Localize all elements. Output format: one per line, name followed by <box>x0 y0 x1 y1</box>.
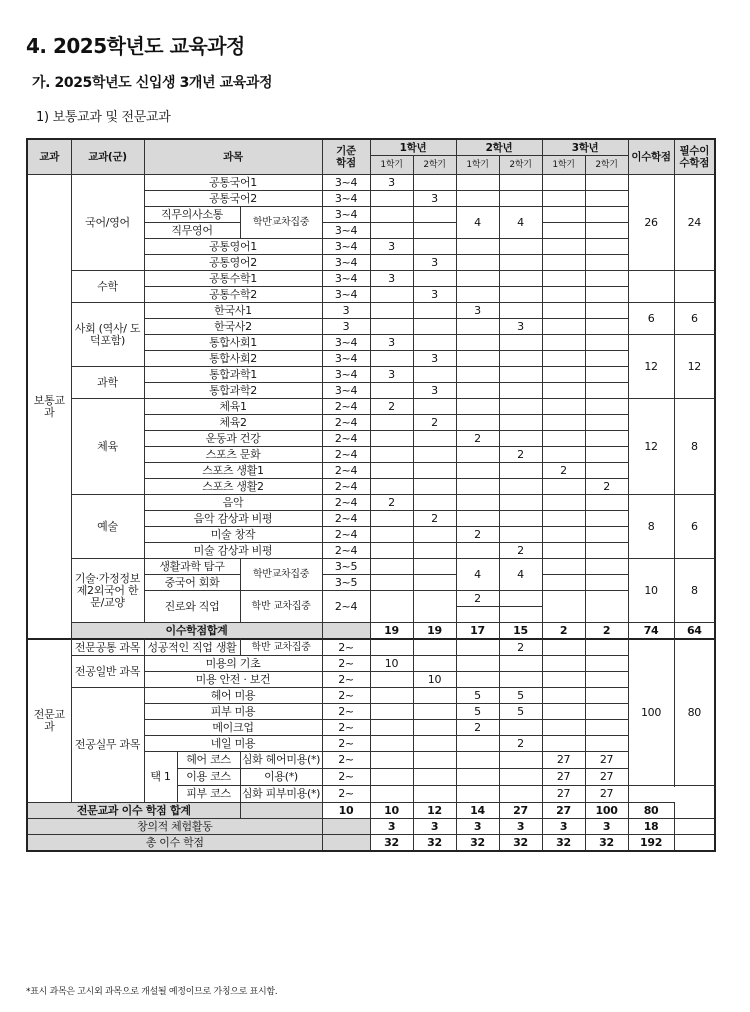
subject-cell: 음악 감상과 비평 <box>144 511 322 527</box>
subject-cell: 공통수학1 <box>144 271 322 287</box>
header-group: 교과(군) <box>71 139 144 175</box>
subject-cell: 공통수학2 <box>144 287 322 303</box>
cluster-note: 학반 교차집중 <box>240 591 322 623</box>
section-heading: 1) 보통교과 및 전문교과 <box>36 110 171 125</box>
base-cell: 2~ <box>322 672 370 688</box>
subject-cell: 심화 피부미용(*) <box>240 786 322 803</box>
required-total: 24 <box>674 175 715 271</box>
value-cell: 5 <box>456 688 499 704</box>
subject-cell: 네일 미용 <box>144 736 322 752</box>
sum-cell: 27 <box>542 803 585 819</box>
value-cell: 2 <box>585 479 628 495</box>
group-general: 전공일반 과목 <box>71 656 144 688</box>
credit-total: 8 <box>628 495 674 559</box>
subject-cell: 미술 감상과 비평 <box>144 543 322 559</box>
subject-cell: 스포츠 생활1 <box>144 463 322 479</box>
header-semester: 1학기 <box>456 156 499 175</box>
subject-cell: 체육2 <box>144 415 322 431</box>
table-row <box>27 175 715 191</box>
header-subject: 과목 <box>144 139 322 175</box>
course-cell: 헤어 코스 <box>177 752 240 769</box>
base-cell: 3~4 <box>322 351 370 367</box>
curriculum-table <box>26 138 716 852</box>
credit-total: 12 <box>628 335 674 399</box>
group-practice: 전공실무 과목 <box>71 688 144 803</box>
base-cell: 2~4 <box>322 543 370 559</box>
group-science: 과학 <box>71 367 144 399</box>
section-subtitle: 가. 2025학년도 신입생 3개년 교육과정 <box>32 75 273 91</box>
base-cell: 2~4 <box>322 527 370 543</box>
table-row <box>27 495 715 511</box>
sum-cell: 18 <box>628 819 674 835</box>
value-cell: 2 <box>370 399 413 415</box>
value-cell: 2 <box>413 511 456 527</box>
value-cell: 27 <box>542 786 585 803</box>
value-cell: 3 <box>370 239 413 255</box>
base-cell: 3~4 <box>322 239 370 255</box>
value-cell: 3 <box>413 191 456 207</box>
header-credits: 이수학점 <box>628 139 674 175</box>
base-cell: 2~ <box>322 769 370 786</box>
value-cell: 2 <box>499 543 542 559</box>
base-cell: 3~4 <box>322 175 370 191</box>
base-cell: 3~4 <box>322 255 370 271</box>
value-cell: 2 <box>499 736 542 752</box>
total-row <box>27 835 715 852</box>
base-cell: 2~4 <box>322 415 370 431</box>
group-tech: 기술·가정정보 제2외국어 한문/교양 <box>71 559 144 623</box>
course-cell: 피부 코스 <box>177 786 240 803</box>
credit-total: 26 <box>628 175 674 271</box>
header-semester: 2학기 <box>585 156 628 175</box>
base-cell: 2~4 <box>322 479 370 495</box>
value-cell: 5 <box>499 704 542 720</box>
header-year1: 1학년 <box>370 139 456 156</box>
header-semester: 2학기 <box>413 156 456 175</box>
base-cell: 2~ <box>322 688 370 704</box>
total-label: 총 이수 학점 <box>27 835 322 852</box>
sum-cell: 3 <box>499 819 542 835</box>
group-arts: 예술 <box>71 495 144 559</box>
value-cell: 5 <box>499 688 542 704</box>
sum-cell: 2 <box>585 623 628 640</box>
subject-cell: 미용의 기초 <box>144 656 322 672</box>
value-cell: 27 <box>585 769 628 786</box>
area-special: 전문교과 <box>27 639 71 803</box>
sum-cell: 17 <box>456 623 499 640</box>
header-base-credits: 기준 학점 <box>322 139 370 175</box>
value-cell: 27 <box>585 752 628 769</box>
group-math: 수학 <box>71 271 144 303</box>
sum-cell: 10 <box>370 803 413 819</box>
area-general: 보통교과 <box>27 175 71 640</box>
subject-cell: 스포츠 문화 <box>144 447 322 463</box>
sum-cell: 74 <box>628 623 674 640</box>
base-cell: 2~ <box>322 786 370 803</box>
subject-cell: 피부 미용 <box>144 704 322 720</box>
header-semester: 1학기 <box>370 156 413 175</box>
value-cell: 4 <box>499 559 542 591</box>
base-cell: 3~4 <box>322 335 370 351</box>
footnote: *표시 과목은 고시외 과목으로 개설될 예정이므로 가칭으로 표시함. <box>26 987 278 997</box>
required-total: 12 <box>674 335 715 399</box>
subject-cell: 성공적인 직업 생활 <box>144 639 240 656</box>
value-cell: 27 <box>585 786 628 803</box>
subject-cell: 통합과학2 <box>144 383 322 399</box>
value-cell: 3 <box>456 303 499 319</box>
sum-cell: 32 <box>413 835 456 852</box>
value-cell: 27 <box>542 769 585 786</box>
sum-cell: 10 <box>322 803 370 819</box>
subject-cell: 통합과학1 <box>144 367 322 383</box>
subject-cell: 공통영어2 <box>144 255 322 271</box>
value-cell: 2 <box>413 415 456 431</box>
page-title: 4. 2025학년도 교육과정 <box>26 34 245 58</box>
sum-cell: 32 <box>456 835 499 852</box>
header-semester: 2학기 <box>499 156 542 175</box>
group-social: 사회 (역사/ 도덕포함) <box>71 303 144 367</box>
cluster-note: 학반교차집중 <box>240 207 322 239</box>
base-cell: 3~5 <box>322 575 370 591</box>
sum-cell: 3 <box>456 819 499 835</box>
header-year2: 2학년 <box>456 139 542 156</box>
base-cell: 2~ <box>322 639 370 656</box>
sum-cell: 15 <box>499 623 542 640</box>
required-total: 6 <box>674 303 715 335</box>
base-cell: 2~4 <box>322 447 370 463</box>
value-cell: 3 <box>413 351 456 367</box>
sum-label: 전문교과 이수 학점 합계 <box>27 803 240 819</box>
subject-cell: 직무의사소통 <box>144 207 240 223</box>
value-cell: 3 <box>413 255 456 271</box>
value-cell: 4 <box>456 559 499 591</box>
header-year3: 3학년 <box>542 139 628 156</box>
value-cell: 3 <box>370 271 413 287</box>
base-cell: 3~4 <box>322 191 370 207</box>
group-korean-english: 국어/영어 <box>71 175 144 271</box>
value-cell: 3 <box>499 319 542 335</box>
header-required: 필수이수학점 <box>674 139 715 175</box>
general-sum-row <box>27 623 715 640</box>
subject-cell: 공통국어2 <box>144 191 322 207</box>
base-cell: 2~ <box>322 736 370 752</box>
table-row <box>27 559 715 575</box>
credit-total: 100 <box>628 639 674 786</box>
base-cell: 2~4 <box>322 511 370 527</box>
required-total: 80 <box>674 639 715 786</box>
sum-cell: 19 <box>413 623 456 640</box>
subject-cell: 공통영어1 <box>144 239 322 255</box>
sum-cell: 32 <box>370 835 413 852</box>
value-cell: 3 <box>413 287 456 303</box>
required-total: 8 <box>674 559 715 623</box>
base-cell: 3~4 <box>322 271 370 287</box>
subject-cell: 스포츠 생활2 <box>144 479 322 495</box>
value-cell: 3 <box>370 335 413 351</box>
subject-cell: 한국사2 <box>144 319 322 335</box>
value-cell: 5 <box>456 704 499 720</box>
subject-cell: 직무영어 <box>144 223 240 239</box>
value-cell: 2 <box>456 527 499 543</box>
sum-cell: 32 <box>542 835 585 852</box>
subject-cell: 한국사1 <box>144 303 322 319</box>
sum-cell: 12 <box>413 803 456 819</box>
value-cell: 2 <box>499 447 542 463</box>
subject-cell: 체육1 <box>144 399 322 415</box>
header-area: 교과 <box>27 139 71 175</box>
sum-cell: 27 <box>499 803 542 819</box>
subject-cell: 생활과학 탐구 <box>144 559 240 575</box>
subject-cell: 통합사회2 <box>144 351 322 367</box>
sum-cell: 3 <box>585 819 628 835</box>
group-common: 전문공통 과목 <box>71 639 144 656</box>
subject-cell: 중국어 회화 <box>144 575 240 591</box>
value-cell: 3 <box>370 367 413 383</box>
sum-cell: 64 <box>674 623 715 640</box>
value-cell: 3 <box>413 383 456 399</box>
sum-cell: 32 <box>585 835 628 852</box>
value-cell: 2 <box>456 591 499 607</box>
value-cell: 10 <box>370 656 413 672</box>
table-row <box>27 399 715 415</box>
base-cell: 3~4 <box>322 383 370 399</box>
base-cell: 3~4 <box>322 287 370 303</box>
choice-label: 택 1 <box>144 752 177 803</box>
value-cell: 4 <box>456 207 499 239</box>
table-row <box>27 367 715 383</box>
table-row <box>27 271 715 287</box>
subject-cell: 음악 <box>144 495 322 511</box>
base-cell: 3~4 <box>322 367 370 383</box>
value-cell: 4 <box>499 207 542 239</box>
header-semester: 1학기 <box>542 156 585 175</box>
value-cell: 2 <box>456 431 499 447</box>
sum-cell: 14 <box>456 803 499 819</box>
creative-row <box>27 819 715 835</box>
subject-cell: 통합사회1 <box>144 335 322 351</box>
base-cell: 2~ <box>322 752 370 769</box>
credit-total: 12 <box>628 399 674 495</box>
subject-cell: 헤어 미용 <box>144 688 322 704</box>
subject-cell: 미용 안전 · 보건 <box>144 672 322 688</box>
required-total: 8 <box>674 399 715 495</box>
base-cell: 2~ <box>322 656 370 672</box>
table-row <box>27 303 715 319</box>
sum-cell: 2 <box>542 623 585 640</box>
base-cell: 2~4 <box>322 463 370 479</box>
base-cell: 2~ <box>322 704 370 720</box>
value-cell: 3 <box>370 175 413 191</box>
table-row <box>27 656 715 672</box>
sum-label: 이수학점합계 <box>71 623 322 640</box>
sum-cell: 3 <box>542 819 585 835</box>
credit-total: 10 <box>628 559 674 623</box>
required-total: 6 <box>674 495 715 559</box>
credit-total: 6 <box>628 303 674 335</box>
base-cell: 2~4 <box>322 431 370 447</box>
subject-cell: 공통국어1 <box>144 175 322 191</box>
sum-cell: 192 <box>628 835 674 852</box>
base-cell: 2~4 <box>322 495 370 511</box>
sum-cell: 19 <box>370 623 413 640</box>
base-cell: 2~4 <box>322 399 370 415</box>
value-cell: 27 <box>542 752 585 769</box>
sum-cell: 32 <box>499 835 542 852</box>
sum-cell: 3 <box>413 819 456 835</box>
subject-cell: 미술 창작 <box>144 527 322 543</box>
base-cell: 2~ <box>322 720 370 736</box>
cluster-note: 학반교차집중 <box>240 559 322 591</box>
group-pe: 체육 <box>71 399 144 495</box>
subject-cell: 진로와 직업 <box>144 591 240 623</box>
base-cell: 3~4 <box>322 223 370 239</box>
special-sum-row <box>27 803 715 819</box>
creative-label: 창의적 체험활동 <box>27 819 322 835</box>
subject-cell: 운동과 건강 <box>144 431 322 447</box>
value-cell: 10 <box>413 672 456 688</box>
base-cell: 3 <box>322 303 370 319</box>
sum-cell: 80 <box>628 803 674 819</box>
value-cell: 2 <box>499 639 542 656</box>
base-cell: 2~4 <box>322 591 370 623</box>
base-cell: 3~4 <box>322 207 370 223</box>
subject-cell: 메이크업 <box>144 720 322 736</box>
base-cell: 3~5 <box>322 559 370 575</box>
table-row <box>27 688 715 704</box>
sum-cell: 100 <box>585 803 628 819</box>
base-cell: 3 <box>322 319 370 335</box>
subject-cell: 이용(*) <box>240 769 322 786</box>
value-cell: 2 <box>542 463 585 479</box>
subject-cell: 심화 헤어미용(*) <box>240 752 322 769</box>
value-cell: 2 <box>456 720 499 736</box>
course-cell: 이용 코스 <box>177 769 240 786</box>
sum-cell: 3 <box>370 819 413 835</box>
value-cell: 2 <box>370 495 413 511</box>
cluster-note: 학반 교차집중 <box>240 639 322 656</box>
